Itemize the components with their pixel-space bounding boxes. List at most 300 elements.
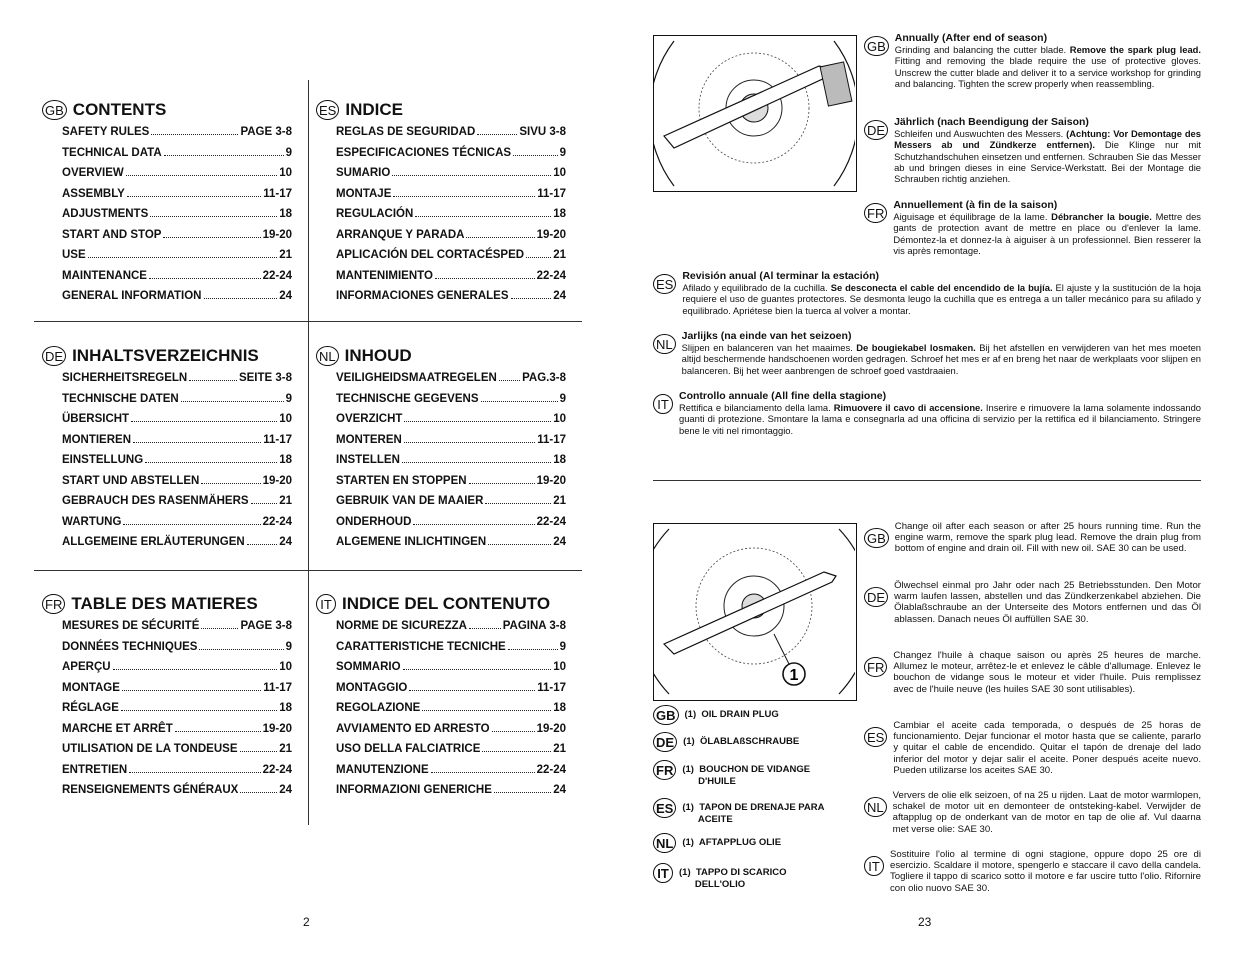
toc-entry-name: OVERZICHT (336, 413, 403, 425)
toc-entry-name: APLICACIÓN DEL CORTACÉSPED (336, 249, 525, 261)
toc-entry-page: 18 (279, 208, 292, 220)
maintenance-text (682, 271, 1201, 316)
toc-title: INDICE (345, 100, 403, 119)
toc-heading (316, 594, 566, 614)
toc-title: INHALTSVERZEICHNIS (72, 346, 259, 365)
toc-entry-name: TECHNICAL DATA (62, 146, 162, 159)
oil-change-nl (864, 790, 1201, 835)
language-badge: FR (864, 203, 887, 223)
part-label-text: (1) AFTAPPLUG OLIE (682, 837, 782, 848)
toc-dot-leader (469, 628, 501, 629)
toc-entry-page: PAG.3-8 (522, 372, 566, 384)
maintenance-title: Jährlich (nach Beendigung der Saison) (894, 116, 1089, 128)
toc-section-de (42, 346, 292, 557)
toc-entry-page: 9 (285, 392, 292, 405)
toc-entry[interactable] (336, 188, 566, 209)
language-badge: GB (864, 36, 889, 56)
toc-section-gb (42, 100, 292, 311)
maintenance-title: Jarlijks (na einde van het seizoen) (681, 330, 852, 342)
toc-dot-leader (151, 134, 238, 135)
toc-entry[interactable] (336, 620, 566, 641)
toc-title: TABLE DES MATIERES (71, 594, 258, 613)
toc-entry[interactable] (336, 723, 566, 744)
toc-entry-name: UTILISATION DE LA TONDEUSE (62, 743, 238, 755)
body-text-continued: Fitting and removing the blade require the use of protective gloves. Unscrew the cutter blade and deliver it to a service workshop for grinding and balancing. Tighten the screw properly when reassembling. (894, 55, 1201, 89)
toc-entry-name: MONTAJE (336, 187, 392, 200)
toc-entry[interactable] (62, 536, 292, 557)
toc-dot-leader (482, 751, 551, 752)
blade-illustration (653, 35, 857, 192)
toc-entry[interactable] (336, 743, 566, 764)
toc-entry-page: 19-20 (262, 474, 292, 487)
toc-entry-name: GEBRUIK VAN DE MAAIER (336, 495, 484, 507)
toc-entry-name: NORME DE SICUREZZA (336, 620, 467, 632)
toc-section-nl (316, 346, 566, 557)
maintenance-body (893, 211, 1201, 256)
part-label-es (653, 798, 858, 826)
toc-dot-leader (201, 628, 238, 629)
blade-maintenance-es (653, 271, 1201, 316)
toc-entry-page: 21 (279, 249, 292, 261)
toc-dot-leader (88, 257, 278, 258)
language-badge: NL (653, 833, 676, 853)
toc-entry[interactable] (336, 229, 566, 250)
toc-dot-leader (513, 155, 558, 156)
part-label-text: (1) ÖLABLAßSCHRAUBE (683, 736, 800, 747)
part-label-it (653, 863, 858, 891)
toc-heading (42, 594, 292, 614)
toc-entry-name: START UND ABSTELLEN (62, 474, 200, 487)
language-badge: ES (653, 274, 676, 294)
toc-dot-leader (435, 278, 535, 279)
toc-dot-leader (488, 544, 551, 545)
oil-change-gb (864, 521, 1201, 555)
toc-entry-name: MONTAGGIO (336, 681, 408, 694)
toc-entry[interactable] (336, 641, 566, 662)
toc-dot-leader (492, 731, 535, 732)
toc-entry[interactable] (62, 167, 292, 188)
toc-entry[interactable] (62, 743, 292, 764)
language-badge: NL (653, 334, 676, 354)
toc-entry-page: 11-17 (263, 681, 292, 694)
toc-entry-name: MAINTENANCE (62, 269, 147, 282)
toc-entry[interactable] (62, 270, 292, 291)
toc-entry-name: MONTAGE (62, 681, 120, 694)
toc-entry-name: ÜBERSICHT (62, 413, 130, 425)
toc-entry[interactable] (62, 393, 292, 414)
toc-entry[interactable] (62, 147, 292, 168)
language-badge: DE (653, 732, 677, 752)
toc-entry-page: 10 (553, 413, 566, 425)
toc-dot-leader (392, 175, 551, 176)
language-badge: ES (864, 727, 887, 747)
toc-entry-name: GEBRAUCH DES RASENMÄHERS (62, 495, 249, 507)
toc-title: CONTENTS (72, 100, 167, 119)
body-warning: De bougiekabel losmaken. (856, 342, 976, 354)
toc-dot-leader (508, 649, 558, 650)
language-badge: ES (316, 100, 339, 120)
toc-section-fr (42, 594, 292, 805)
language-badge: IT (864, 856, 884, 876)
language-badge: GB (42, 100, 67, 120)
toc-dot-leader (163, 237, 260, 238)
toc-entry-page: 24 (553, 290, 566, 302)
toc-dot-leader (164, 155, 284, 156)
blade-maintenance-de (864, 117, 1201, 184)
toc-dot-leader (499, 380, 520, 381)
language-badge: DE (864, 587, 888, 607)
toc-entry-page: 21 (553, 495, 566, 507)
toc-entry[interactable] (62, 208, 292, 229)
toc-dot-leader (409, 690, 535, 691)
toc-entry[interactable] (62, 475, 292, 496)
toc-dot-leader (145, 462, 277, 463)
body-text: Rettifica e bilanciamento della lama. (679, 402, 834, 414)
oil-change-it (864, 849, 1201, 894)
toc-dot-leader (122, 690, 261, 691)
toc-entry-name: ESPECIFICACIONES TÉCNICAS (336, 146, 512, 159)
blade-maintenance-fr (864, 200, 1201, 256)
toc-entry-name: REGOLAZIONE (336, 702, 421, 714)
language-badge: NL (864, 797, 887, 817)
toc-entry[interactable] (62, 126, 292, 147)
language-badge: FR (653, 760, 676, 780)
maintenance-title: Controllo annuale (All fine della stagione) (679, 390, 887, 402)
toc-dot-leader (149, 278, 261, 279)
part-label-fr (653, 760, 858, 788)
language-badge: FR (864, 657, 887, 677)
body-text-continued: Die Klinge nur mit Schutzhandschuhen einsetzen und entfernen. Schrauben Sie das Messer ab und bringen dieses in eine Service-Werkstatt. Bei der Montage die Schrauben richtig anziehen. (894, 139, 1201, 185)
toc-entry-name: START AND STOP (62, 228, 162, 241)
part-label-text: (1) TAPON DE DRENAJE PARA ACEITE (682, 802, 825, 825)
body-text-continued: Bij het afstellen en verwijderen van het mes moeten altijd beschermende handschoenen worden gedragen. Schroef het mes er af en breng het naar de werkplaats voor slijpen en balanceren. Bij het weer aanbrengen de schroef goed vastdraaien. (681, 342, 1202, 376)
toc-dot-leader (415, 216, 551, 217)
toc-row-divider-2 (34, 570, 582, 571)
toc-dot-leader (131, 421, 277, 422)
toc-entry[interactable] (336, 516, 566, 537)
toc-entry-name: USE (62, 249, 86, 261)
toc-entry[interactable] (62, 516, 292, 537)
toc-entry-page: 18 (279, 702, 292, 714)
toc-entry[interactable] (62, 229, 292, 250)
toc-entry-page: 24 (553, 536, 566, 548)
toc-entry[interactable] (62, 723, 292, 744)
toc-dot-leader (199, 649, 283, 650)
toc-entry[interactable] (62, 188, 292, 209)
blade-drawing (654, 36, 855, 190)
maintenance-body (682, 342, 1201, 376)
body-text: Aiguisage et équilibrage de la lame. (893, 211, 1052, 223)
toc-entry[interactable] (336, 702, 566, 723)
toc-section-it (316, 594, 566, 805)
toc-entry[interactable] (336, 475, 566, 496)
oil-change-text: Changez l'huile à chaque saison ou après 25 heures de marche. Allumez le moteur, arrêtez-le et enlevez le câble d'allumage. Enlevez le bouchon de vidange sous le moteur et vider l'huile. Puis remplissez avec de l'huile neuve (les huiles SAE 30 sont utilisables). (893, 650, 1201, 695)
toc-entry-name: REGLAS DE SEGURIDAD (336, 126, 476, 138)
toc-dot-leader (469, 483, 535, 484)
part-label-text: (1) BOUCHON DE VIDANGE D'HUILE (682, 764, 811, 787)
toc-entry[interactable] (62, 454, 292, 475)
toc-entry-name: EINSTELLUNG (62, 454, 144, 466)
language-badge: DE (864, 120, 888, 140)
toc-entry-name: ENTRETIEN (62, 763, 128, 776)
toc-entry-name: SICHERHEITSREGELN (62, 372, 188, 384)
toc-entry[interactable] (336, 147, 566, 168)
toc-entry-page: 22-24 (262, 763, 292, 776)
toc-entry-name: APERÇU (62, 661, 111, 673)
toc-entry[interactable] (336, 372, 566, 393)
language-badge: ES (653, 798, 676, 818)
toc-entry-page: 9 (559, 392, 566, 405)
toc-dot-leader (201, 483, 260, 484)
blade-maintenance-nl (653, 331, 1201, 376)
maintenance-title: Annuellement (à fin de la saison) (893, 199, 1058, 211)
toc-dot-leader (431, 772, 535, 773)
toc-entry-name: SAFETY RULES (62, 126, 150, 138)
toc-row-divider-1 (34, 321, 582, 322)
toc-list (316, 126, 566, 311)
language-badge: GB (653, 705, 679, 725)
toc-entry-page: 10 (553, 167, 566, 179)
toc-entry-page: 24 (279, 784, 292, 796)
maintenance-body (682, 282, 1201, 316)
toc-entry-name: INSTELLEN (336, 454, 400, 466)
maintenance-text (894, 117, 1201, 184)
toc-entry[interactable] (336, 413, 566, 434)
toc-entry-page: 19-20 (536, 228, 566, 241)
blade-maintenance-it (653, 391, 1201, 436)
toc-entry-page: 22-24 (262, 515, 292, 528)
toc-entry-page: PAGE 3-8 (240, 126, 292, 138)
toc-entry-page: 22-24 (536, 269, 566, 282)
toc-dot-leader (247, 544, 277, 545)
toc-entry-page: 22-24 (262, 269, 292, 282)
toc-entry-name: WARTUNG (62, 515, 122, 528)
toc-entry-name: INFORMAZIONI GENERICHE (336, 784, 492, 796)
oil-change-text: Cambiar el aceite cada temporada, o después de 25 horas de funcionamiento. Dejar funcionar el motor hasta que se caliente, pararlo y quitar el cable de encendido. Quitar el tapón de drenaje del lado inferior del motor y dejar salir el aceite. Poner después aceite nuevo. Pueden utilizarse los aceites SAE 30. (893, 720, 1201, 776)
toc-entry[interactable] (62, 372, 292, 393)
body-warning: Rimuovere il cavo di accensione. (833, 402, 983, 414)
toc-entry-page: 24 (553, 784, 566, 796)
toc-dot-leader (494, 792, 551, 793)
toc-dot-leader (485, 503, 551, 504)
toc-dot-leader (404, 421, 551, 422)
toc-dot-leader (133, 442, 261, 443)
oil-change-es (864, 720, 1201, 776)
toc-entry-name: ALGEMENE INLICHTINGEN (336, 536, 487, 548)
maintenance-body (679, 402, 1201, 436)
toc-entry-name: MANUTENZIONE (336, 763, 429, 776)
toc-entry[interactable] (336, 270, 566, 291)
toc-entry-page: 18 (279, 454, 292, 466)
toc-dot-leader (526, 257, 551, 258)
oil-change-text: Ververs de olie elk seizoen, of na 25 u rijden. Laat de motor warmlopen, schakel de motor uit en demonteer de ontsteking-kabel. Verwijder de aftapplug op de onderkant van de motor en tap de olie af. Vul daarna met verse olie: SAE 30. (892, 790, 1201, 835)
page-number-left: 2 (303, 915, 310, 929)
toc-entry-name: REGULACIÓN (336, 208, 414, 220)
maintenance-title: Annually (After end of season) (894, 32, 1048, 44)
toc-entry-page: 18 (553, 454, 566, 466)
toc-entry-name: VEILIGHEIDSMAATREGELEN (336, 372, 497, 384)
maintenance-body (894, 128, 1201, 184)
toc-entry[interactable] (62, 784, 292, 805)
toc-entry-name: CARATTERISTICHE TECNICHE (336, 640, 506, 653)
toc-entry-name: OVERVIEW (62, 167, 124, 179)
toc-entry-name: DONNÉES TECHNIQUES (62, 640, 198, 653)
toc-title: INHOUD (344, 346, 412, 365)
body-warning: Débrancher la bougie. (1051, 211, 1152, 223)
page-number-right: 23 (918, 915, 932, 929)
toc-entry[interactable] (336, 784, 566, 805)
toc-entry[interactable] (62, 764, 292, 785)
part-label-gb (653, 705, 858, 725)
toc-heading (42, 346, 292, 366)
toc-dot-leader (402, 462, 551, 463)
toc-dot-leader (404, 442, 535, 443)
toc-entry-page: 21 (279, 495, 292, 507)
toc-entry[interactable] (62, 413, 292, 434)
oil-drain-illustration (653, 523, 857, 701)
body-text: Afilado y equilibrado de la cuchilla. (682, 282, 831, 294)
oil-change-fr (864, 650, 1201, 695)
toc-entry[interactable] (336, 167, 566, 188)
toc-entry-name: INFORMACIONES GENERALES (336, 290, 509, 302)
toc-dot-leader (121, 710, 277, 711)
toc-entry[interactable] (336, 764, 566, 785)
toc-section-es (316, 100, 566, 311)
toc-entry-page: 24 (279, 536, 292, 548)
toc-list (42, 372, 292, 557)
toc-entry[interactable] (336, 290, 566, 311)
toc-dot-leader (123, 524, 260, 525)
toc-entry-page: 9 (559, 640, 566, 653)
toc-list (42, 620, 292, 805)
toc-entry-page: 9 (285, 146, 292, 159)
toc-dot-leader (204, 298, 278, 299)
body-warning: Remove the spark plug lead. (1069, 44, 1201, 56)
toc-entry[interactable] (336, 536, 566, 557)
toc-entry-page: PAGINA 3-8 (502, 620, 566, 632)
part-label-text: (1) TAPPO DI SCARICO DELL'OLIO (679, 867, 787, 890)
toc-dot-leader (511, 298, 552, 299)
toc-dot-leader (422, 710, 551, 711)
toc-entry-page: 22-24 (536, 515, 566, 528)
toc-dot-leader (126, 175, 277, 176)
toc-entry[interactable] (336, 208, 566, 229)
toc-entry-name: MONTIEREN (62, 433, 131, 446)
toc-entry-name: MANTENIMIENTO (336, 269, 433, 282)
toc-entry-page: 19-20 (262, 228, 292, 241)
maintenance-text (893, 200, 1201, 256)
toc-entry[interactable] (62, 661, 292, 682)
maintenance-text (895, 33, 1201, 89)
toc-entry-name: ADJUSTMENTS (62, 208, 149, 220)
toc-entry[interactable] (62, 290, 292, 311)
toc-entry[interactable] (336, 393, 566, 414)
toc-entry-name: RÉGLAGE (62, 702, 119, 714)
toc-entry-page: 10 (279, 167, 292, 179)
toc-entry-page: SIVU 3-8 (519, 126, 566, 138)
toc-entry-name: ONDERHOUD (336, 515, 412, 528)
toc-entry-name: SOMMARIO (336, 661, 401, 673)
body-text: Slijpen en balanceren van het maaimes. (681, 342, 857, 354)
language-badge: NL (316, 346, 339, 366)
language-badge: GB (864, 528, 889, 548)
toc-entry-page: 9 (285, 640, 292, 653)
toc-dot-leader (240, 751, 278, 752)
toc-dot-leader (175, 731, 261, 732)
toc-entry[interactable] (62, 682, 292, 703)
toc-entry[interactable] (336, 495, 566, 516)
oil-change-text: Sostituire l'olio al termine di ogni stagione, oppure dopo 25 ore di esercizio. Scaldare il motore, spengerlo e staccare il cavo della candela. Togliere il tappo di scarico sotto il motore e far uscire tutto l'olio. Rifornire con olio nuovo SAE 30. (890, 849, 1201, 894)
language-badge: DE (42, 346, 66, 366)
toc-entry[interactable] (62, 702, 292, 723)
maintenance-text (679, 391, 1201, 436)
toc-dot-leader (181, 401, 284, 402)
toc-dot-leader (251, 503, 278, 504)
language-badge: FR (42, 594, 65, 614)
toc-dot-leader (477, 134, 517, 135)
toc-heading (42, 100, 292, 120)
toc-entry-name: MESURES DE SÉCURITÉ (62, 620, 200, 632)
toc-dot-leader (393, 196, 535, 197)
maintenance-title: Revisión anual (Al terminar la estación) (682, 270, 879, 282)
body-text-continued: Mettre des gants de protection avant de mettre en place ou d'enlever la lame. Démontez-la et donnez-la à aiguiser à un professionnel. Bien resserer la vis après remontage. (893, 211, 1201, 256)
toc-entry[interactable] (336, 434, 566, 455)
toc-entry-name: SUMARIO (336, 167, 391, 179)
toc-dot-leader (129, 772, 260, 773)
toc-entry[interactable] (336, 126, 566, 147)
toc-entry-page: 9 (559, 146, 566, 159)
toc-entry-page: 19-20 (536, 474, 566, 487)
toc-entry[interactable] (62, 434, 292, 455)
toc-entry-page: SEITE 3-8 (238, 372, 292, 384)
toc-entry-name: TECHNISCHE DATEN (62, 392, 179, 405)
toc-dot-leader (113, 669, 278, 670)
toc-title: INDICE DEL CONTENUTO (342, 594, 551, 613)
toc-entry[interactable] (336, 682, 566, 703)
oil-change-de (864, 580, 1201, 625)
body-text: Schleifen und Auswuchten des Messers. (894, 128, 1067, 140)
callout-number: 1 (789, 667, 799, 684)
toc-entry[interactable] (62, 249, 292, 270)
toc-heading (316, 346, 566, 366)
maintenance-body (895, 44, 1201, 89)
toc-dot-leader (127, 196, 261, 197)
toc-dot-leader (150, 216, 277, 217)
toc-entry[interactable] (336, 661, 566, 682)
toc-entry-page: 21 (279, 743, 292, 755)
toc-dot-leader (403, 669, 552, 670)
toc-entry[interactable] (62, 620, 292, 641)
toc-dot-leader (240, 792, 277, 793)
toc-entry[interactable] (62, 641, 292, 662)
toc-entry-page: 11-17 (263, 433, 292, 446)
toc-entry-name: USO DELLA FALCIATRICE (336, 743, 481, 755)
toc-entry-page: 18 (553, 208, 566, 220)
language-badge: IT (653, 863, 673, 883)
toc-entry[interactable] (336, 249, 566, 270)
toc-entry-name: ARRANQUE Y PARADA (336, 228, 465, 241)
toc-entry[interactable] (62, 495, 292, 516)
toc-entry-page: 10 (279, 661, 292, 673)
toc-dot-leader (413, 524, 534, 525)
toc-entry[interactable] (336, 454, 566, 475)
body-warning: (Achtung: Vor Demontage des Messers ab und Zündkerze entfernen). (894, 128, 1201, 151)
language-badge: IT (653, 394, 673, 414)
toc-dot-leader (481, 401, 558, 402)
oil-change-text: Change oil after each season or after 25 hours running time. Run the engine warm, remove the spark plug lead. Remove the drain plug from bottom of engine and drain oil. Fill with new oil. SAE 30 can be used. (894, 521, 1201, 555)
toc-entry-name: RENSEIGNEMENTS GÉNÉRAUX (62, 784, 239, 796)
toc-list (42, 126, 292, 311)
